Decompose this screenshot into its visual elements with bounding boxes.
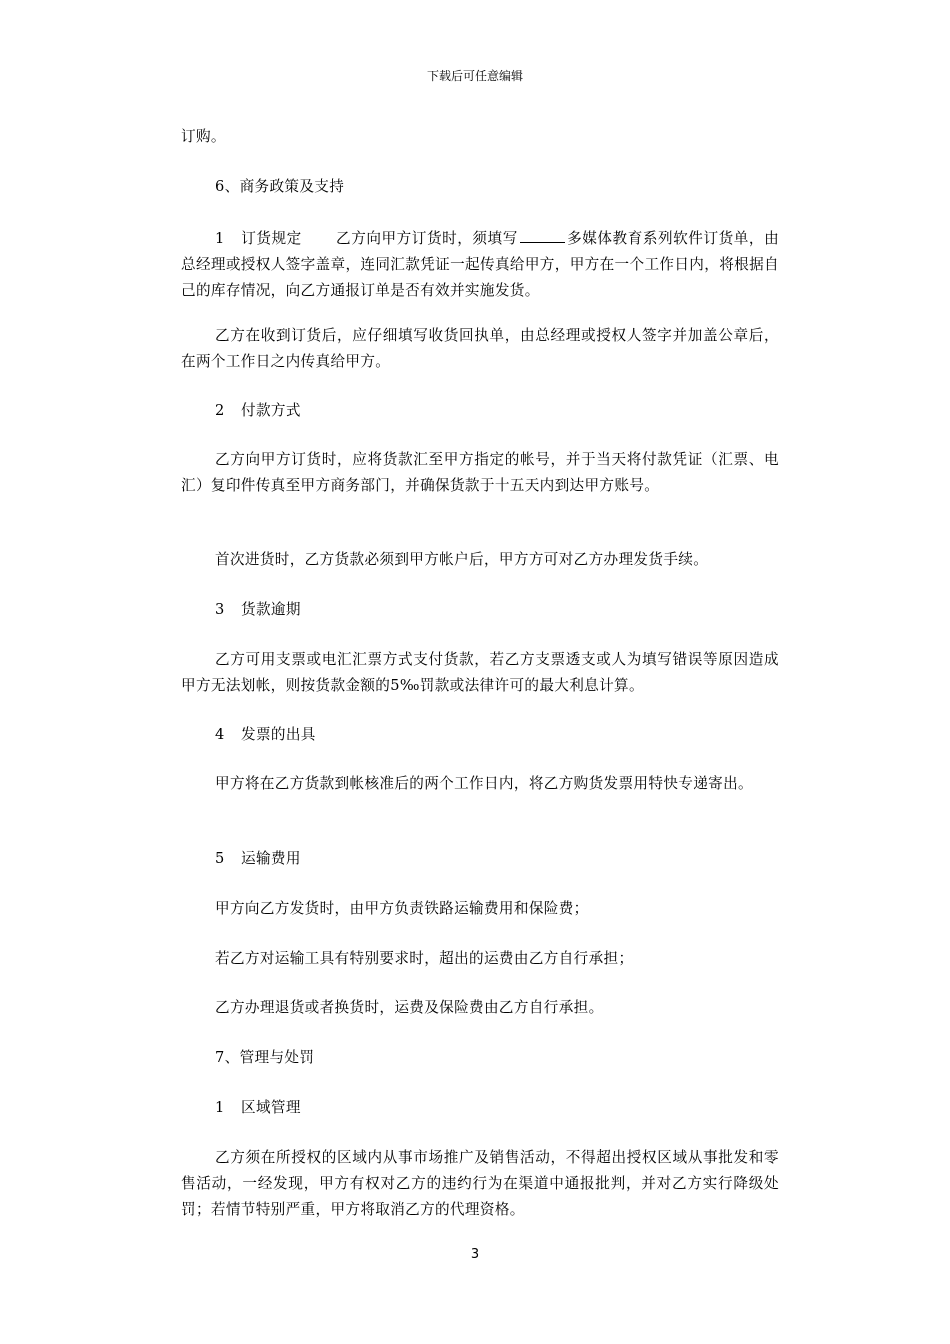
clause-number: 2 [215,402,225,419]
paragraph-invoice: 甲方将在乙方货款到帐核准后的两个工作日内，将乙方购货发票用特快专递寄出。 [215,775,753,792]
paragraph-special-transport: 若乙方对运输工具有特别要求时，超出的运费由乙方自行承担； [215,950,634,967]
fill-in-blank [520,230,565,243]
page-header: 下载后可任意编辑 [426,69,523,83]
paragraph-overdue: 乙方可用支票或电汇汇票方式支付货款，若乙方支票透支或人为填写错误等原因造成甲方无法划帐，则按货款金额的5‰罚款或法律许可的最大利息计算。 [181,651,779,694]
clause-text-b: 多媒体教育系列软件订货单，由总经理或授权人签字盖章，连同汇款凭证一起传真给甲方，甲方在一个工作日内，将根据自己的库存情况，向乙方通报订单是否有效并实施发货。 [181,230,780,299]
clause-title: 区域管理 [241,1099,301,1116]
clause-number: 1 [215,230,225,247]
paragraph-receipt: 乙方在收到订货后，应仔细填写收货回执单，由总经理或授权人签字并加盖公章后，在两个工作日之内传真给甲方。 [181,327,779,370]
clause-number: 3 [215,601,225,618]
page-number: 3 [470,1247,480,1262]
clause-heading-region [181,1095,779,1121]
clause-heading-payment [181,398,779,424]
paragraph-continuation: 订购。 [181,128,226,145]
clause-title: 发票的出具 [241,726,316,743]
clause-heading-overdue [181,597,779,623]
paragraph-returns: 乙方办理退货或者换货时，运费及保险费由乙方自行承担。 [215,999,604,1016]
clause-title: 运输费用 [241,850,301,867]
paragraph-payment: 乙方向甲方订货时，应将货款汇至甲方指定的帐号，并于当天将付款凭证（汇票、电汇）复印件传真至甲方商务部门，并确保货款于十五天内到达甲方账号。 [181,451,779,494]
section-heading-6: 6、商务政策及支持 [215,178,345,195]
clause-number: 5 [215,850,225,867]
clause-title: 货款逾期 [241,601,301,618]
clause-text-a: 乙方向甲方订货时，须填写 [335,230,518,247]
clause-title: 订货规定 [241,230,302,247]
clause-title: 付款方式 [241,402,301,419]
clause-heading-invoice [181,722,779,748]
clause-order-rules [181,226,779,304]
clause-number: 4 [215,726,225,743]
paragraph-shipping-cost: 甲方向乙方发货时，由甲方负责铁路运输费用和保险费； [215,900,589,917]
paragraph-region: 乙方须在所授权的区域内从事市场推广及销售活动，不得超出授权区域从事批发和零售活动，一经发现，甲方有权对乙方的违约行为在渠道中通报批判，并对乙方实行降级处罚；若情节特别严重，甲方将取消乙方的代理资格。 [181,1149,779,1218]
clause-heading-shipping [181,846,779,872]
clause-number: 1 [215,1099,225,1116]
section-heading-7: 7、管理与处罚 [215,1049,315,1066]
paragraph-first-order: 首次进货时，乙方货款必须到甲方帐户后，甲方方可对乙方办理发货手续。 [215,551,709,568]
